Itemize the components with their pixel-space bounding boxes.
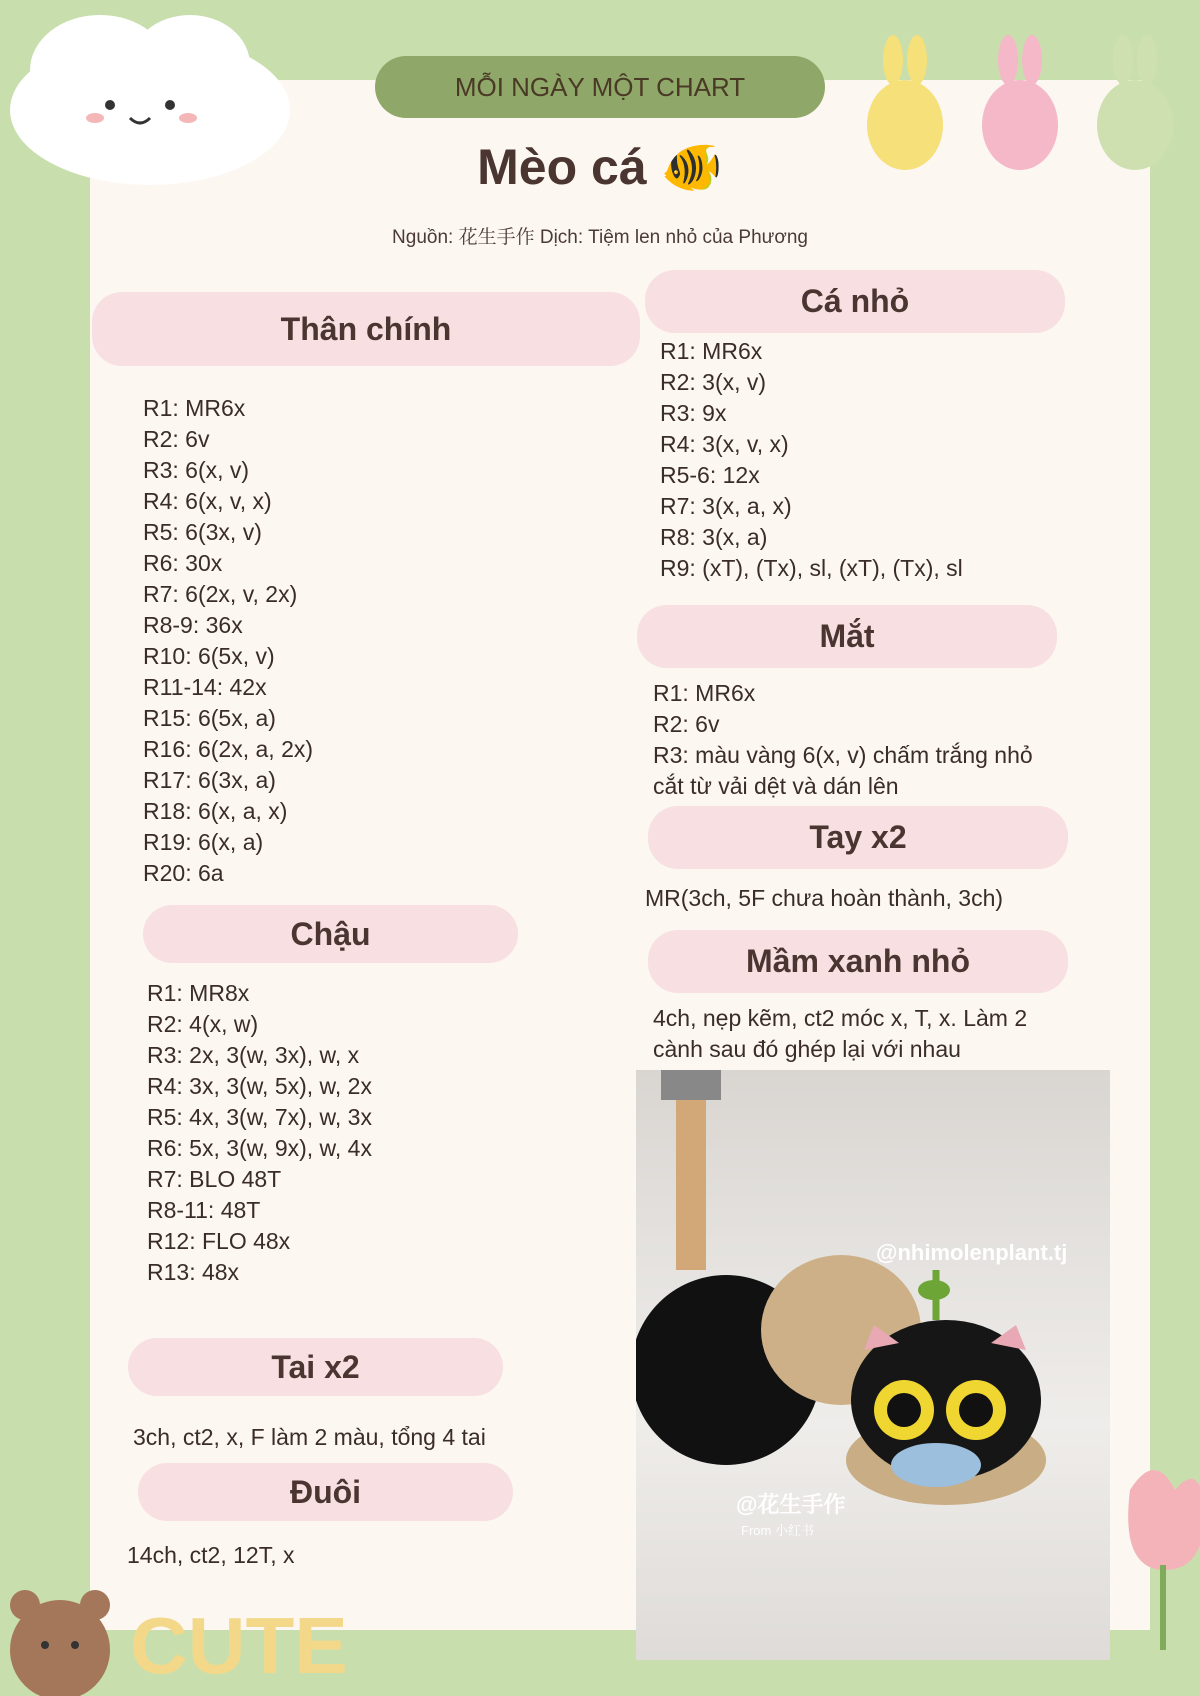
step-line: R6: 5x, 3(w, 9x), w, 4x [147, 1135, 372, 1161]
step-line: R7: BLO 48T [147, 1166, 282, 1192]
step-line: R1: MR6x [143, 395, 246, 421]
mam-xanh-steps [653, 1003, 1027, 1065]
photo-credit: @花生手作 [736, 1492, 846, 1517]
step-line: R2: 6v [653, 711, 720, 737]
header-mat: Mắt [637, 605, 1057, 668]
header-tai: Tai x2 [128, 1338, 503, 1396]
step-line: R8-9: 36x [143, 612, 243, 638]
duoi-steps: 14ch, ct2, 12T, x [127, 1542, 295, 1568]
amigurumi-photo [636, 1070, 1110, 1660]
header-ca-nho: Cá nhỏ [645, 270, 1065, 333]
header-than-chinh: Thân chính [92, 292, 640, 366]
header-chau: Chậu [143, 905, 518, 963]
step-line: R4: 6(x, v, x) [143, 488, 272, 514]
title-text: Mèo cá [477, 139, 647, 195]
step-line: cắt từ vải dệt và dán lên [653, 773, 899, 799]
step-line: R3: 2x, 3(w, 3x), w, x [147, 1042, 360, 1068]
ca-nho-steps [660, 336, 963, 584]
cat-fish-illustration [636, 1070, 1110, 1660]
header-duoi: Đuôi [138, 1463, 513, 1521]
cute-decoration: CUTE [130, 1601, 348, 1690]
step-line: R3: màu vàng 6(x, v) chấm trắng nhỏ [653, 742, 1033, 768]
step-line: R3: 9x [660, 400, 727, 426]
mat-steps [653, 678, 1033, 802]
step-line: R12: FLO 48x [147, 1228, 291, 1254]
step-line: R3: 6(x, v) [143, 457, 250, 483]
step-line: R5-6: 12x [660, 462, 760, 488]
source-credit: Nguồn: 花生手作 Dịch: Tiệm len nhỏ của Phương [392, 227, 808, 248]
header-tay: Tay x2 [648, 806, 1068, 869]
series-banner: MỖI NGÀY MỘT CHART [375, 56, 825, 118]
step-line: cành sau đó ghép lại với nhau [653, 1036, 961, 1062]
step-line: R6: 30x [143, 550, 223, 576]
tiktok-watermark: @nhimolenplant.tj [876, 1240, 1068, 1265]
chau-steps [147, 978, 372, 1288]
step-line: R18: 6(x, a, x) [143, 798, 288, 824]
step-line: R16: 6(2x, a, 2x) [143, 736, 314, 762]
step-line: R7: 3(x, a, x) [660, 493, 792, 519]
header-mam-xanh: Mầm xanh nhỏ [648, 930, 1068, 993]
step-line: R1: MR6x [653, 680, 756, 706]
step-line: R7: 6(2x, v, 2x) [143, 581, 298, 607]
step-line: 4ch, nẹp kẽm, ct2 móc x, T, x. Làm 2 [653, 1005, 1028, 1031]
tay-steps: MR(3ch, 5F chưa hoàn thành, 3ch) [645, 885, 1004, 911]
step-line: R13: 48x [147, 1259, 240, 1285]
than-chinh-steps [143, 393, 313, 889]
step-line: R2: 3(x, v) [660, 369, 767, 395]
step-line: R8: 3(x, a) [660, 524, 768, 550]
step-line: R5: 4x, 3(w, 7x), w, 3x [147, 1104, 372, 1130]
step-line: R5: 6(3x, v) [143, 519, 262, 545]
step-line: R19: 6(x, a) [143, 829, 264, 855]
step-line: R1: MR8x [147, 980, 250, 1006]
step-line: R10: 6(5x, v) [143, 643, 275, 669]
bear-decoration [0, 1580, 120, 1696]
step-line: R4: 3x, 3(w, 5x), w, 2x [147, 1073, 372, 1099]
tai-steps: 3ch, ct2, x, F làm 2 màu, tổng 4 tai [133, 1424, 486, 1450]
photo-from: From 小红书 [741, 1523, 814, 1538]
tulip-decoration [1110, 1450, 1200, 1650]
fish-icon: 🐠 [660, 139, 723, 195]
page-title [0, 138, 1200, 197]
step-line: R17: 6(3x, a) [143, 767, 276, 793]
step-line: R4: 3(x, v, x) [660, 431, 789, 457]
step-line: R1: MR6x [660, 338, 763, 364]
step-line: R15: 6(5x, a) [143, 705, 276, 731]
step-line: R8-11: 48T [147, 1197, 261, 1223]
step-line: R2: 4(x, w) [147, 1011, 259, 1037]
step-line: R2: 6v [143, 426, 210, 452]
step-line: R20: 6a [143, 860, 224, 886]
step-line: R11-14: 42x [143, 674, 267, 700]
step-line: R9: (xT), (Tx), sl, (xT), (Tx), sl [660, 555, 963, 581]
